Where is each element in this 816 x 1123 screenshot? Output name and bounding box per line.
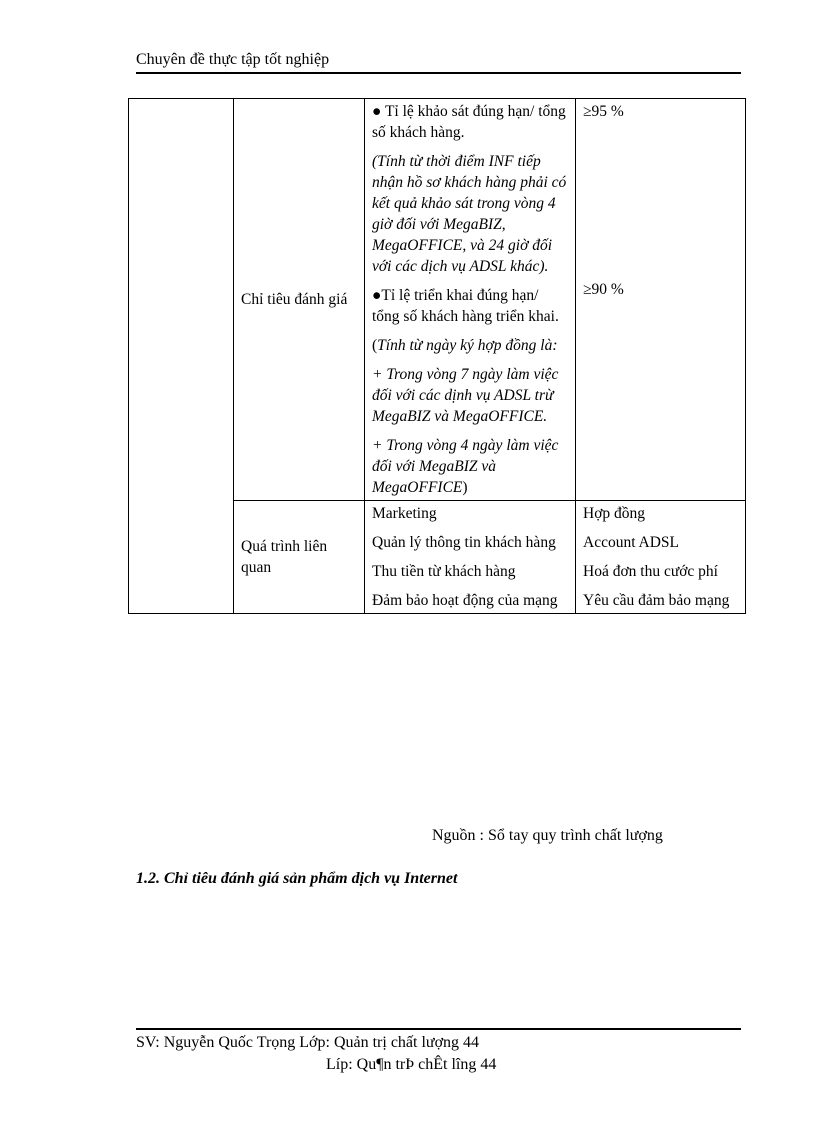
criteria-deploy-rate: ●Tỉ lệ triển khai đúng hạn/ tổng số khách hàng triển khai.: [372, 287, 559, 325]
process-item: Quản lý thông tin khách hàng: [372, 534, 556, 551]
criteria-deploy-note: (Tính từ ngày ký hợp đồng là:: [372, 337, 558, 354]
page-header: Chuyên đề thực tập tốt nghiệp: [136, 50, 741, 74]
process-item: Marketing: [372, 505, 437, 522]
criteria-deploy-note-megabiz: + Trong vòng 4 ngày làm việc đối với MegaBIZ và MegaOFFICE): [372, 437, 559, 496]
footer-divider: [136, 1028, 741, 1030]
process-label-cell: Quá trình liên quan: [234, 501, 365, 614]
survey-target-value: ≥95 %: [583, 103, 624, 120]
criteria-value-cell: [576, 99, 746, 501]
output-list-cell: [576, 501, 746, 614]
source-note: Nguồn : Sổ tay quy trình chất lượng: [432, 827, 663, 844]
deploy-target-value: ≥90 %: [583, 281, 624, 298]
criteria-table: [128, 98, 746, 614]
criteria-label-cell: Chỉ tiêu đánh giá: [234, 99, 365, 501]
section-heading: 1.2. Chỉ tiêu đánh giá sản phẩm dịch vụ Internet: [136, 870, 458, 887]
table-cell-empty: [129, 99, 234, 614]
output-item: Account ADSL: [583, 534, 680, 551]
process-item: Thu tiền từ khách hàng: [372, 563, 516, 580]
criteria-survey-note: (Tính từ thời điểm INF tiếp nhận hồ sơ khách hàng phải có kết quả khảo sát trong vòng 4 giờ đối với MegaBIZ, MegaOFFICE, và 24 giờ đối với các dịch vụ ADSL khác).: [372, 153, 567, 275]
footer-line: Líp: Qu¶n trÞ chÊt lîng 44: [326, 1056, 497, 1073]
output-item: Yêu cầu đảm bảo mạng: [583, 592, 730, 609]
criteria-deploy-note-adsl: + Trong vòng 7 ngày làm việc đối với các dịnh vụ ADSL trừ MegaBIZ và MegaOFFICE.: [372, 366, 559, 425]
process-list-cell: [365, 501, 576, 614]
criteria-description-cell: [365, 99, 576, 501]
table-row: [129, 99, 746, 501]
output-item: Hợp đồng: [583, 505, 646, 522]
criteria-survey-rate: ● Tỉ lệ khảo sát đúng hạn/ tổng số khách hàng.: [372, 103, 566, 141]
output-item: Hoá đơn thu cước phí: [583, 563, 718, 580]
process-item: Đảm bảo hoạt động của mạng: [372, 592, 558, 609]
footer-line: SV: Nguyễn Quốc Trọng Lớp: Quản trị chất lượng 44: [136, 1034, 480, 1051]
